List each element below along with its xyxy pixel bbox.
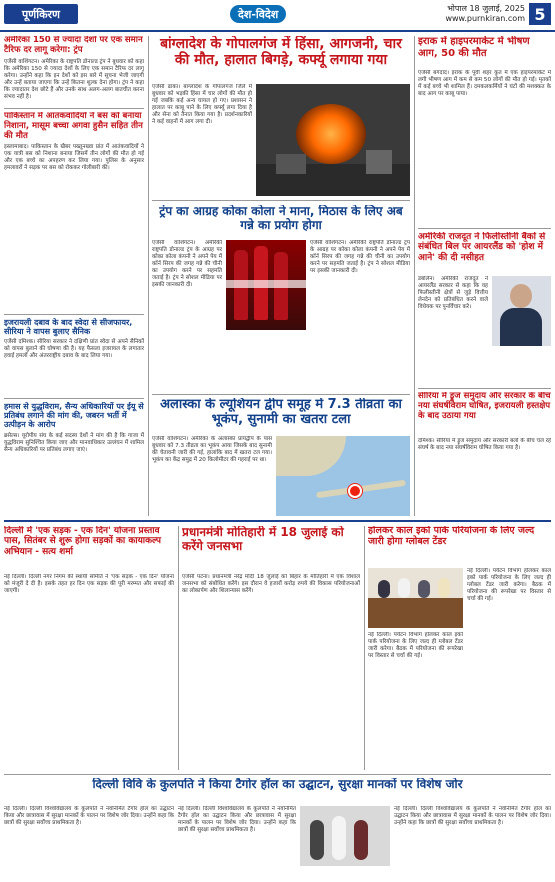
story-alaska-headline bbox=[152, 398, 410, 432]
headline: दिल्ली में 'एक सड़क - एक दिन' योजना प्रस्ताव पास, सितंबर से शुरू होगा सड़कों का कायाकल्प अभियान - सत्य शर्मा bbox=[4, 526, 162, 557]
story-body: नई दिल्ली। दिल्ली विश्वविद्यालय के कुलपति ने नवनिर्मित टैगोर हॉल का उद्घाटन किया और छात्रावास में सुरक्षा मानकों के पालन पर विशेष जोर दिया। उन्होंने कहा कि छात्रों की सुरक्षा सर्वोच्च प्राथमिकता है। bbox=[4, 806, 174, 826]
headline: होलकर काल इको पार्क परियोजना के लिए जल्द जारी होगा ग्लोबल टेंडर bbox=[368, 526, 535, 547]
divider bbox=[4, 314, 144, 315]
ambassador-photo bbox=[492, 276, 551, 346]
story-body: दमिश्क। सीरिया में ड्रूज समुदाय और सरकारी बलों के बीच चल रहे संघर्ष के बाद नया संघर्षविराम घोषित किया गया है। bbox=[418, 438, 551, 451]
story-pm-motihari-headline bbox=[182, 526, 360, 570]
story-bangladesh-headline bbox=[152, 36, 410, 80]
headline: दिल्ली विवि के कुलपति ने किया टैगोर हॉल का उद्घाटन, सुरक्षा मानकों पर विशेष जोर bbox=[92, 778, 463, 791]
divider bbox=[152, 200, 410, 201]
story-body: ब्रसेल्स। यूरोपीय संघ के कई सदस्य देशों ने मांग की है कि गाजा में युद्धविराम सुनिश्चित किया जाए और मानवाधिकार उल्लंघन में शामिल सैन्य अधिकारियों पर प्रतिबंध लगाए जाएं। bbox=[4, 432, 144, 453]
column-rule bbox=[364, 526, 365, 770]
story-body: एजेंसी वाशिंगटन। अमेरिकी राष्ट्रपति डोनाल्ड ट्रंप के आग्रह पर कोका कोला कंपनी ने अपने पेय में कॉर्न सिरप की जगह गन्ने की चीनी का उपयोग करने पर सहमति जताई है। ट्रंप ने सोशल मीडिया पर इसकी जानकारी दी। bbox=[310, 240, 410, 274]
story-syria-clash bbox=[418, 438, 551, 516]
story-hamas-eu bbox=[4, 402, 144, 512]
column-rule bbox=[148, 36, 149, 516]
headline: अलास्का के ल्यूशियन द्वीप समूह में 7.3 तीव्रता का भूकंप, सुनामी का खतरा टला bbox=[160, 398, 402, 427]
riot-photo bbox=[256, 84, 410, 196]
story-body: नई दिल्ली। दिल्ली विश्वविद्यालय के कुलपति ने नवनिर्मित टैगोर हॉल का उद्घाटन किया और छात्रावास में सुरक्षा मानकों के पालन पर विशेष जोर दिया। उन्होंने कहा कि छात्रों की सुरक्षा सर्वोच्च प्राथमिकता है। bbox=[394, 806, 551, 826]
headline: इजरायली दबाव के बाद स्वेदा से सीजफायर, सीरिया ने वापस बुलाए सैनिक bbox=[4, 318, 133, 337]
story-trump-coke-cont bbox=[310, 240, 410, 390]
story-body: इस्लामाबाद। पाकिस्तान के खैबर पख्तूनख्वा प्रांत में आतंकवादियों ने एक यात्री बस को निशाना बनाया जिसमें तीन लोगों की मौत हो गई और एक बच्चे का अपहरण कर लिया गया। पुलिस के अनुसार हमलावरों ने सड़क पर बस को रोककर गोलीबारी की। bbox=[4, 144, 144, 172]
headline: इराक में हाइपरमार्केट में भीषण आग, 50 की मौत bbox=[418, 36, 530, 59]
story-holkar-headline bbox=[368, 526, 551, 566]
story-bangladesh bbox=[152, 84, 252, 196]
story-body: नई दिल्ली। दिल्ली नगर निगम की स्थायी समिति ने 'एक सड़क - एक दिन' योजना को मंजूरी दे दी है। इसके तहत हर दिन एक सड़क की पूरी मरम्मत और सफाई की जाएगी। bbox=[4, 574, 174, 594]
headline: पाकिस्तान में आतंकवादियों ने बस को बनाया निशाना, मासूम बच्चा अगवा हुसैन सहित तीन की मौत bbox=[4, 112, 143, 141]
page-meta bbox=[445, 4, 525, 24]
headline: अमेरिका 150 से ज्यादा देशों पर एक समान टैरिफ दर लागू करेगा: ट्रंप bbox=[4, 36, 143, 55]
story-body: एजेंसी वाशिंगटन। अमेरिका के राष्ट्रपति डोनाल्ड ट्रंप ने बुधवार को कहा कि अमेरिका 150 से ज्यादा देशों के लिए एक समान टैरिफ दर लागू करेगा। उन्होंने कहा कि इन देशों को इस बारे में सूचना भेजी जाएगी और उन्हें बताया जाएगा कि उन्हें कितना शुल्क देना होगा। ट्रंप ने कहा कि ज्यादातर देश छोटे हैं और उनके साथ अलग-अलग बातचीत करना संभव नहीं है। bbox=[4, 58, 144, 100]
section-rule bbox=[4, 520, 551, 522]
quake-map bbox=[276, 436, 410, 516]
story-pm-motihari bbox=[182, 574, 360, 770]
story-body: नई दिल्ली। पर्यटन विभाग होलकर काल इको पार्क परियोजना के लिए जल्द ही ग्लोबल टेंडर जारी करेगा। बैठक में परियोजना की रूपरेखा पर विस्तार से चर्चा की गई। bbox=[368, 632, 463, 659]
story-body: एजेंसी बगदाद। इराक के पूर्वी शहर कुत में एक हाइपरमार्केट में लगी भीषण आग में कम से कम 50 लोगों की मौत हो गई। मृतकों में कई बच्चे भी शामिल हैं। दमकलकर्मियों ने घंटों की मशक्कत के बाद आग पर काबू पाया। bbox=[418, 70, 551, 97]
story-body: एजेंसी दमिश्क। सीरिया सरकार ने दक्षिणी प्रांत स्वेदा से अपने सैनिकों को वापस बुलाने की घोषणा की है। यह फैसला इजरायल के लगातार हवाई हमलों और अंतरराष्ट्रीय दबाव के बाद लिया गया। bbox=[4, 339, 144, 360]
story-trump-coke-headline bbox=[152, 205, 410, 235]
story-holkar-cont bbox=[368, 632, 463, 770]
headline: प्रधानमंत्री मोतिहारी में 18 जुलाई को करेंगे जनसभा bbox=[182, 526, 344, 553]
date-line: भोपाल 18 जुलाई, 2025 bbox=[447, 4, 525, 13]
meeting-photo bbox=[368, 568, 463, 628]
story-usa-tariff bbox=[4, 36, 144, 106]
story-delhi-univ-cont2 bbox=[394, 806, 551, 878]
story-delhi-univ-headline bbox=[4, 778, 551, 802]
story-delhi-univ-cont bbox=[178, 806, 296, 878]
divider bbox=[418, 388, 551, 389]
story-body: नई दिल्ली। दिल्ली विश्वविद्यालय के कुलपति ने नवनिर्मित टैगोर हॉल का उद्घाटन किया और छात्रावास में सुरक्षा मानकों के पालन पर विशेष जोर दिया। उन्होंने कहा कि छात्रों की सुरक्षा सर्वोच्च प्राथमिकता है। bbox=[178, 806, 296, 833]
headline: ट्रंप का आग्रह कोका कोला ने माना, मिठास के लिए अब गन्ने का प्रयोग होगा bbox=[159, 205, 403, 232]
column-rule bbox=[178, 526, 179, 770]
story-us-palestine-headline bbox=[418, 232, 551, 272]
divider bbox=[152, 394, 410, 395]
story-body: एजेंसी पटना। प्रधानमंत्री नरेंद्र मोदी 18 जुलाई को बिहार के मोतिहारी में एक विशाल जनसभा को संबोधित करेंगे। इस दौरान वे हजारों करोड़ रुपये की विकास परियोजनाओं का लोकार्पण और शिलान्यास करेंगे। bbox=[182, 574, 360, 594]
column-rule bbox=[414, 36, 415, 516]
story-israel-syria bbox=[4, 318, 144, 396]
story-pak-terror bbox=[4, 112, 144, 312]
story-delhi-univ bbox=[4, 806, 174, 878]
divider bbox=[4, 774, 551, 775]
site-url[interactable]: www.purnkiran.com bbox=[445, 14, 525, 23]
story-holkar bbox=[467, 568, 551, 770]
story-trump-coke bbox=[152, 240, 222, 390]
headline: अमेरिकी राजदूत ने फिलीस्तीनी बैंकों से संबंधित बिल पर आयरलैंड को 'होश में आने' की दी नसीहत bbox=[418, 232, 546, 263]
divider bbox=[4, 398, 144, 399]
brand-logo: पूर्णकिरण bbox=[4, 4, 78, 24]
story-body: नई दिल्ली। पर्यटन विभाग होलकर काल इको पार्क परियोजना के लिए जल्द ही ग्लोबल टेंडर जारी करेगा। बैठक में परियोजना की रूपरेखा पर विस्तार से चर्चा की गई। bbox=[467, 568, 551, 602]
story-body: एजेंसी वाशिंगटन। अमेरिका के अलास्का प्रायद्वीप के पास बुधवार को 7.3 तीव्रता का भूकंप आया जिसके बाद सुनामी की चेतावनी जारी की गई, हालांकि बाद में खतरा टल गया। भूकंप का केंद्र समुद्र में 20 किलोमीटर की गहराई पर था। bbox=[152, 436, 272, 463]
headline: बांग्लादेश के गोपालगंज में हिंसा, आगजनी, चार की मौत, हालात बिगड़े, कर्फ्यू लगाया गया bbox=[160, 36, 402, 69]
inauguration-photo bbox=[300, 806, 390, 866]
headline: हमास से युद्धविराम, सैन्य अधिकारियों पर ईयू से प्रतिबंध लगाने की मांग की, जबरन भर्ती में उत्पीड़न के आरोप bbox=[4, 402, 144, 430]
story-delhi-eknaam bbox=[4, 574, 174, 770]
coke-bottles-photo bbox=[226, 240, 306, 330]
story-alaska bbox=[152, 436, 272, 516]
map-marker-icon bbox=[348, 484, 362, 498]
story-syria-clash-headline bbox=[418, 392, 551, 436]
masthead bbox=[0, 0, 555, 32]
story-body: एजेंसी ढाका। बांग्लादेश के गोपालगंज जिले में बुधवार को भड़की हिंसा में चार लोगों की मौत हो गई जबकि कई अन्य घायल हो गए। प्रशासन ने हालात पर काबू पाने के लिए कर्फ्यू लगा दिया है और सेना को तैनात किया गया है। प्रदर्शनकारियों ने कई वाहनों में आग लगा दी। bbox=[152, 84, 252, 125]
story-iran-blast-headline bbox=[418, 36, 551, 66]
divider bbox=[418, 228, 551, 229]
story-body: डबलिन। अमेरिकी राजदूत ने आयरलैंड सरकार से कहा कि वह फिलीस्तीनी क्षेत्रों से जुड़े वित्तीय लेनदेन को प्रतिबंधित करने वाले विधेयक पर पुनर्विचार करे। bbox=[418, 276, 488, 310]
divider bbox=[4, 108, 144, 109]
story-us-palestine bbox=[418, 276, 488, 384]
section-title: देश-विदेश bbox=[230, 5, 286, 23]
story-iran-blast bbox=[418, 70, 551, 225]
story-delhi-eknaam-headline bbox=[4, 526, 174, 572]
story-body: एजेंसी वाशिंगटन। अमेरिकी राष्ट्रपति डोनाल्ड ट्रंप के आग्रह पर कोका कोला कंपनी ने अपने पेय में कॉर्न सिरप की जगह गन्ने की चीनी का उपयोग करने पर सहमति जताई है। ट्रंप ने सोशल मीडिया पर इसकी जानकारी दी। bbox=[152, 240, 222, 288]
page-number: 5 bbox=[529, 3, 551, 25]
headline: सीरिया में ड्रूज समुदाय और सरकार के बीच नया संघर्षविराम घोषित, इजरायली हस्तक्षेप के बाद उठाया गया bbox=[418, 392, 551, 421]
